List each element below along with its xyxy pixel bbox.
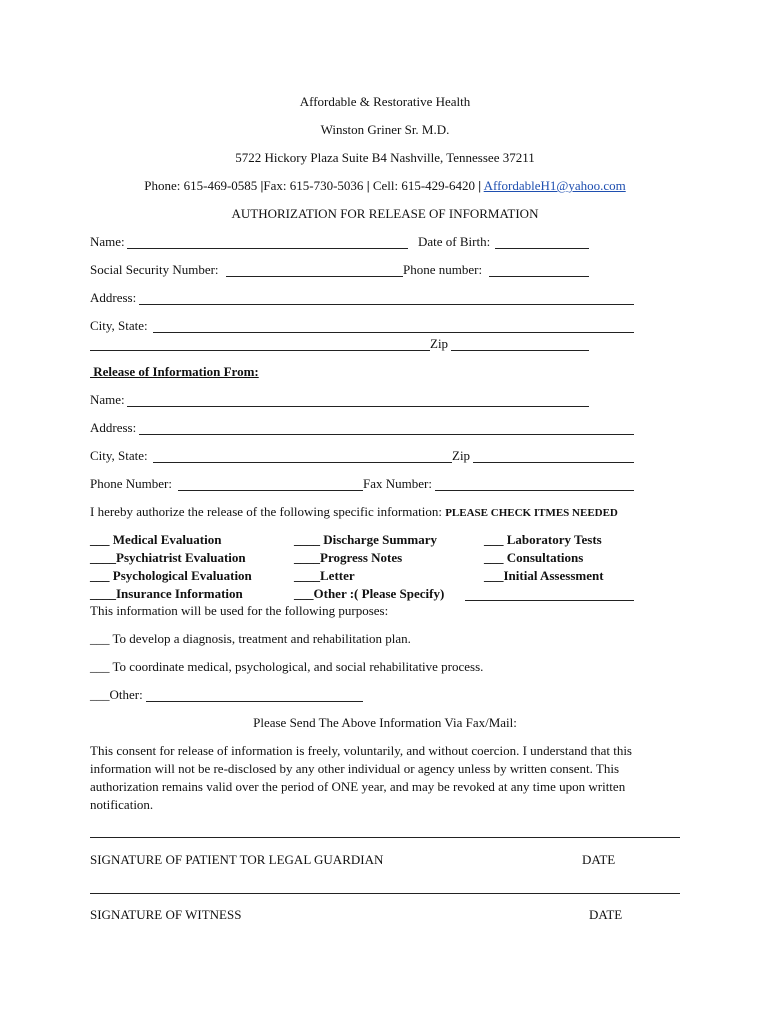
doctor-name: Winston Griner Sr. M.D.: [320, 122, 450, 137]
dob-field[interactable]: [495, 248, 589, 249]
check-discharge-summary[interactable]: ____ Discharge Summary: [294, 532, 437, 547]
check-initial-assessment[interactable]: ___Initial Assessment: [484, 568, 604, 583]
release-phone-field[interactable]: [178, 490, 363, 491]
patient-phone-field[interactable]: [489, 276, 589, 277]
consent-line-2: information will not be re-disclosed by any other individual or agency unless by written consent. This: [90, 761, 620, 776]
send-via-text: Please Send The Above Information Via Fax/Mail:: [253, 715, 517, 730]
check-progress-notes[interactable]: ____Progress Notes: [294, 550, 403, 565]
release-name-label: Name:: [90, 392, 125, 407]
check-consultations[interactable]: ___ Consultations: [484, 550, 584, 565]
check-psychiatrist-evaluation[interactable]: ____Psychiatrist Evaluation: [90, 550, 246, 565]
check-note: PLEASE CHECK ITMES NEEDED: [445, 507, 618, 519]
purpose-other-field[interactable]: [146, 701, 363, 702]
ssn-field[interactable]: [226, 276, 403, 277]
dob-label: Date of Birth:: [418, 234, 491, 249]
patient-name-field[interactable]: [127, 248, 408, 249]
release-zip-field[interactable]: [473, 462, 634, 463]
practice-address: 5722 Hickory Plaza Suite B4 Nashville, Tennessee 37211: [235, 150, 535, 165]
authorize-line: [90, 504, 618, 521]
release-fax-field[interactable]: [435, 490, 634, 491]
witness-signature-label: SIGNATURE OF WITNESS: [90, 907, 242, 922]
patient-phone-label: Phone number:: [403, 262, 483, 277]
check-letter[interactable]: ____Letter: [294, 568, 355, 583]
check-laboratory-tests[interactable]: ___ Laboratory Tests: [484, 532, 602, 547]
patient-address-field[interactable]: [139, 304, 634, 305]
release-city-field[interactable]: [153, 462, 452, 463]
purpose-diagnosis[interactable]: ___ To develop a diagnosis, treatment and rehabilitation plan.: [90, 631, 411, 646]
patient-city-field[interactable]: [153, 332, 634, 333]
witness-signature-field[interactable]: [90, 893, 680, 894]
release-address-field[interactable]: [139, 434, 634, 435]
patient-signature-field[interactable]: [90, 837, 680, 838]
contact-line: [0, 178, 770, 194]
separator: |: [478, 178, 482, 193]
email-link[interactable]: AffordableH1@yahoo.com: [483, 178, 626, 193]
consent-line-4: notification.: [90, 797, 154, 812]
release-name-field[interactable]: [127, 406, 589, 407]
patient-date-label: DATE: [582, 852, 616, 867]
patient-zip-label: Zip: [430, 336, 449, 351]
phone-text: Phone: 615-469-0585: [144, 178, 258, 193]
check-psychological-evaluation[interactable]: ___ Psychological Evaluation: [90, 568, 252, 583]
fax-text: Fax: 615-730-5036: [263, 178, 364, 193]
ssn-label: Social Security Number:: [90, 262, 219, 277]
release-city-label: City, State:: [90, 448, 148, 463]
consent-line-3: authorization remains valid over the period of ONE year, and may be revoked at any time upon written: [90, 779, 626, 794]
release-phone-label: Phone Number:: [90, 476, 172, 491]
patient-signature-label: SIGNATURE OF PATIENT TOR LEGAL GUARDIAN: [90, 852, 384, 867]
other-specify-field[interactable]: [465, 600, 634, 601]
authorize-text: I hereby authorize the release of the following specific information:: [90, 504, 442, 519]
patient-name-label: Name:: [90, 234, 125, 249]
patient-city-label: City, State:: [90, 318, 148, 333]
practice-name: Affordable & Restorative Health: [299, 94, 471, 109]
purposes-intro: This information will be used for the following purposes:: [90, 603, 389, 618]
purpose-coordinate[interactable]: ___ To coordinate medical, psychological, and social rehabilitative process.: [90, 659, 484, 674]
separator: |: [260, 178, 264, 193]
patient-address-label: Address:: [90, 290, 137, 305]
check-insurance-information[interactable]: ____Insurance Information: [90, 586, 243, 601]
release-zip-label: Zip: [452, 448, 471, 463]
check-other-specify[interactable]: ___Other :( Please Specify): [294, 586, 445, 601]
release-from-heading: Release of Information From:: [90, 364, 259, 379]
witness-date-label: DATE: [589, 907, 623, 922]
separator: |: [366, 178, 370, 193]
consent-line-1: This consent for release of information is freely, voluntarily, and without coercion. I understand that this: [90, 743, 632, 758]
patient-city-field-2[interactable]: [90, 350, 430, 351]
cell-text: Cell: 615-429-6420: [372, 178, 475, 193]
check-medical-evaluation[interactable]: ___ Medical Evaluation: [90, 532, 222, 547]
release-address-label: Address:: [90, 420, 137, 435]
release-fax-label: Fax Number:: [363, 476, 432, 491]
patient-zip-field[interactable]: [451, 350, 589, 351]
purpose-other-label: ___Other:: [90, 687, 143, 702]
form-title: AUTHORIZATION FOR RELEASE OF INFORMATION: [231, 206, 539, 221]
